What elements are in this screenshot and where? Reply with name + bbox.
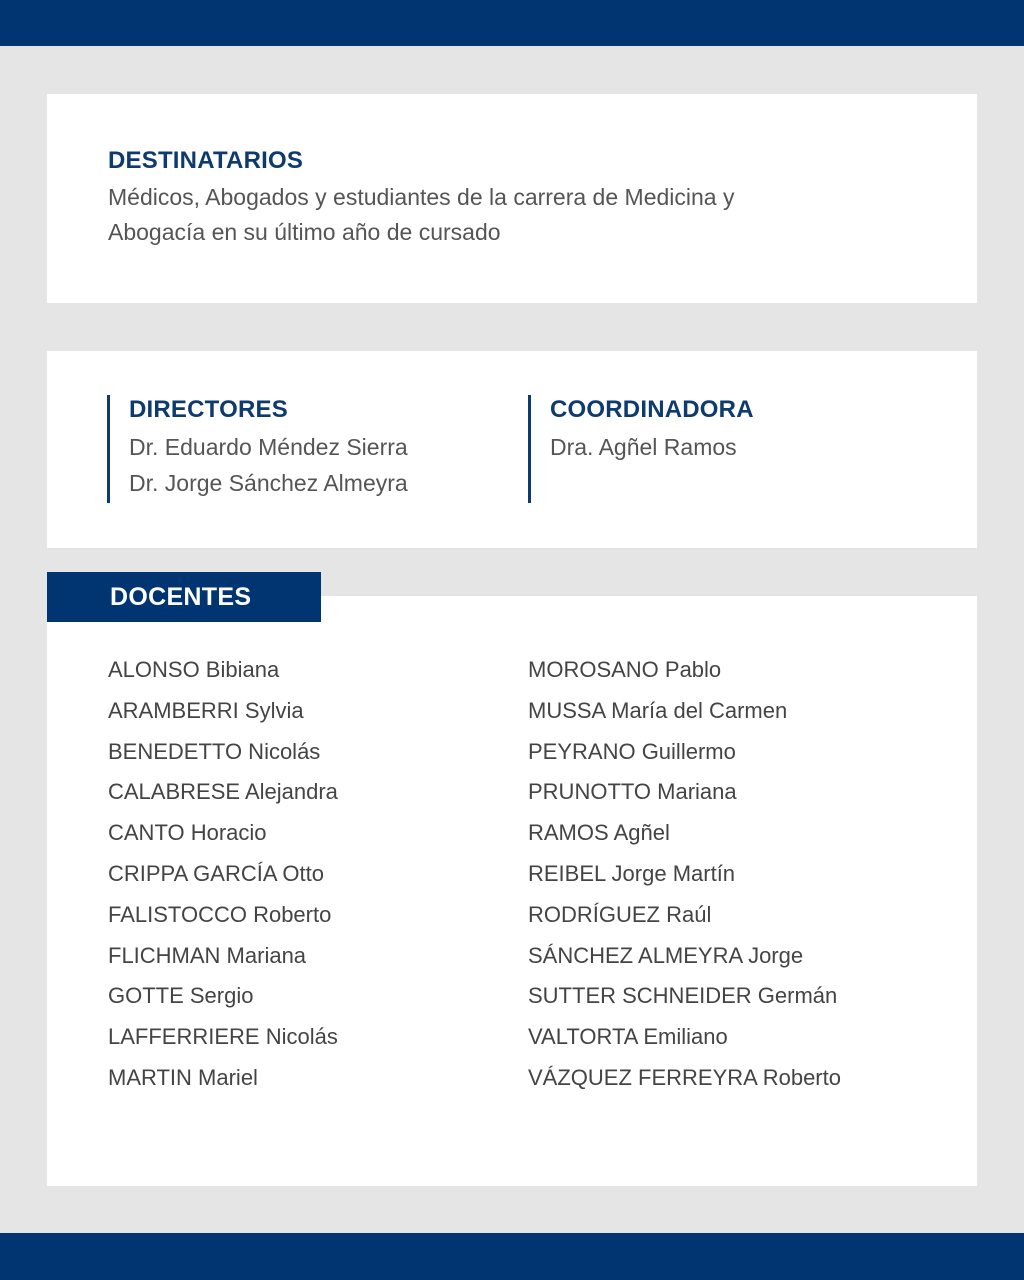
director-name: Dr. Eduardo Méndez Sierra xyxy=(129,434,408,460)
docente-name: PEYRANO Guillermo xyxy=(528,738,736,764)
docente-name: MOROSANO Pablo xyxy=(528,657,722,682)
docente-name: VÁZQUEZ FERREYRA Roberto xyxy=(528,1064,841,1090)
destinatarios-line-1: Médicos, Abogados y estudiantes de la carrera de Medicina y xyxy=(108,184,735,210)
docentes-card xyxy=(47,596,977,1186)
docente-name: SUTTER SCHNEIDER Germán xyxy=(528,983,838,1009)
destinatarios-heading: DESTINATARIOS xyxy=(108,147,304,174)
docentes-list-right xyxy=(528,650,948,1099)
coordinadora-name: Dra. Agñel Ramos xyxy=(550,434,737,460)
docente-name: RAMOS Agñel xyxy=(528,820,670,846)
destinatarios-block xyxy=(108,146,908,250)
coordinadora-heading: COORDINADORA xyxy=(550,396,754,423)
docente-name: PRUNOTTO Mariana xyxy=(528,779,737,805)
directores-heading: DIRECTORES xyxy=(129,396,288,423)
docentes-heading-tab xyxy=(47,572,321,622)
docente-name: ARAMBERRI Sylvia xyxy=(108,697,304,723)
coordinadora-block xyxy=(528,395,930,503)
docentes-list-left xyxy=(108,650,508,1099)
docente-name: MUSSA María del Carmen xyxy=(528,697,788,723)
docente-name: LAFFERRIERE Nicolás xyxy=(108,1024,338,1050)
docente-name: CALABRESE Alejandra xyxy=(108,779,338,805)
docente-name: SÁNCHEZ ALMEYRA Jorge xyxy=(528,942,804,968)
docente-name: CRIPPA GARCÍA Otto xyxy=(108,860,324,886)
docente-name: RODRÍGUEZ Raúl xyxy=(528,901,712,927)
docente-name: ALONSO Bibiana xyxy=(108,657,280,682)
docente-name: FLICHMAN Mariana xyxy=(108,942,307,968)
top-banner xyxy=(0,0,1024,46)
directores-block xyxy=(107,395,509,503)
destinatarios-card xyxy=(47,94,977,303)
docente-name: VALTORTA Emiliano xyxy=(528,1024,728,1050)
destinatarios-line-2: Abogacía en su último año de cursado xyxy=(108,219,501,245)
docente-name: FALISTOCCO Roberto xyxy=(108,901,332,927)
docente-name: CANTO Horacio xyxy=(108,820,267,846)
docente-name: MARTIN Mariel xyxy=(108,1064,258,1090)
direccion-card xyxy=(47,351,977,548)
bottom-banner xyxy=(0,1233,1024,1280)
docente-name: BENEDETTO Nicolás xyxy=(108,738,321,764)
docentes-heading: DOCENTES xyxy=(110,583,252,611)
director-name: Dr. Jorge Sánchez Almeyra xyxy=(129,470,408,496)
docente-name: GOTTE Sergio xyxy=(108,983,254,1009)
docente-name: REIBEL Jorge Martín xyxy=(528,860,736,886)
